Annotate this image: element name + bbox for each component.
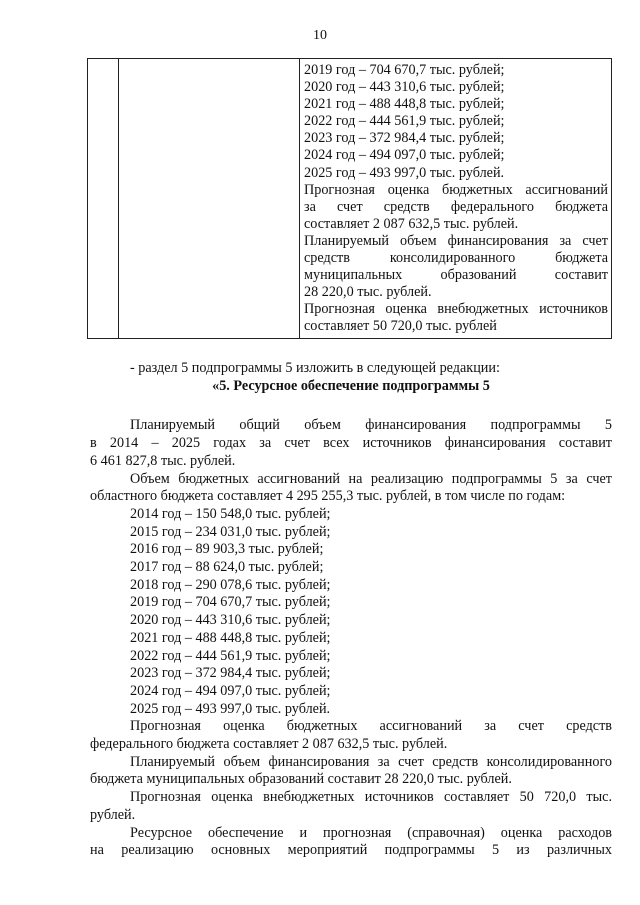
list-item: 2015 год – 234 031,0 тыс. рублей; — [130, 523, 331, 540]
table-row — [88, 59, 612, 339]
table-year-line: 2023 год – 372 984,4 тыс. рублей; — [304, 130, 505, 147]
table-year-line: 2025 год – 493 997,0 тыс. рублей. — [304, 164, 505, 181]
table-cell-empty-2 — [119, 59, 300, 339]
list-item: 2017 год – 88 624,0 тыс. рублей; — [130, 559, 324, 576]
list-item: 2020 год – 443 310,6 тыс. рублей; — [130, 612, 331, 629]
table-offbudget-block: Прогнозная оценка внебюджетных источников составляет 50 720,0 тыс. рублей — [304, 301, 608, 335]
list-item: 2016 год – 89 903,3 тыс. рублей; — [130, 541, 324, 558]
list-item: 2021 год – 488 448,8 тыс. рублей; — [130, 629, 331, 646]
year-list — [90, 506, 612, 718]
list-item: 2022 год – 444 561,9 тыс. рублей; — [130, 647, 331, 664]
table-year-line: 2020 год – 443 310,6 тыс. рублей; — [304, 79, 505, 96]
paragraph-federal: Прогнозная оценка бюджетных ассигнований за счет средств федерального бюджета составляет 2 087 632,5 тыс. рублей. — [90, 718, 612, 753]
paragraph-regional: Объем бюджетных ассигнований на реализацию подпрограммы 5 за счет областного бюджета составляет 4 295 255,3 тыс. рублей, в том числе по годам: — [90, 470, 612, 505]
document-body — [90, 360, 612, 860]
list-item: 2014 год – 150 548,0 тыс. рублей; — [130, 505, 331, 522]
list-item: 2018 год – 290 078,6 тыс. рублей; — [130, 576, 331, 593]
intro-line: - раздел 5 подпрограммы 5 изложить в следующей редакции: — [130, 360, 500, 376]
list-item: 2024 год – 494 097,0 тыс. рублей; — [130, 682, 331, 699]
list-item: 2019 год – 704 670,7 тыс. рублей; — [130, 594, 331, 611]
table-cell-funding — [300, 59, 612, 339]
paragraph-municipal: Планируемый объем финансирования за счет средств консолидированного бюджета муниципальных образований составит 28 220,0 тыс. рублей. — [90, 753, 612, 788]
list-item: 2025 год – 493 997,0 тыс. рублей. — [130, 700, 331, 717]
list-item: 2023 год – 372 984,4 тыс. рублей; — [130, 665, 331, 682]
funding-table — [87, 58, 612, 339]
table-year-line: 2024 год – 494 097,0 тыс. рублей; — [304, 147, 505, 164]
page-number: 10 — [313, 28, 327, 43]
paragraph-resources: Ресурсное обеспечение и прогнозная (справочная) оценка расходов на реализацию основных мероприятий подпрограммы 5 из различных — [90, 824, 612, 859]
paragraph-offbudget: Прогнозная оценка внебюджетных источников составляет 50 720,0 тыс. рублей. — [90, 789, 612, 823]
table-year-line: 2021 год – 488 448,8 тыс. рублей; — [304, 96, 505, 113]
paragraph-total: Планируемый общий объем финансирования подпрограммы 5 в 2014 – 2025 годах за счет всех источников финансирования составит 6 461 827,8 тыс. рублей. — [90, 417, 612, 469]
table-federal-block: Прогнозная оценка бюджетных ассигнований за счет средств федерального бюджета составляет 2 087 632,5 тыс. рублей. — [304, 181, 608, 232]
table-cell-empty-1 — [88, 59, 119, 339]
table-year-line: 2022 год – 444 561,9 тыс. рублей; — [304, 113, 505, 130]
table-year-line: 2019 год – 704 670,7 тыс. рублей; — [304, 62, 505, 78]
table-municipal-block: Планируемый объем финансирования за счет средств консолидированного бюджета муниципальных образований составит 28 220,0 тыс. рублей. — [304, 232, 608, 301]
section-heading: «5. Ресурсное обеспечение подпрограммы 5 — [212, 377, 490, 394]
